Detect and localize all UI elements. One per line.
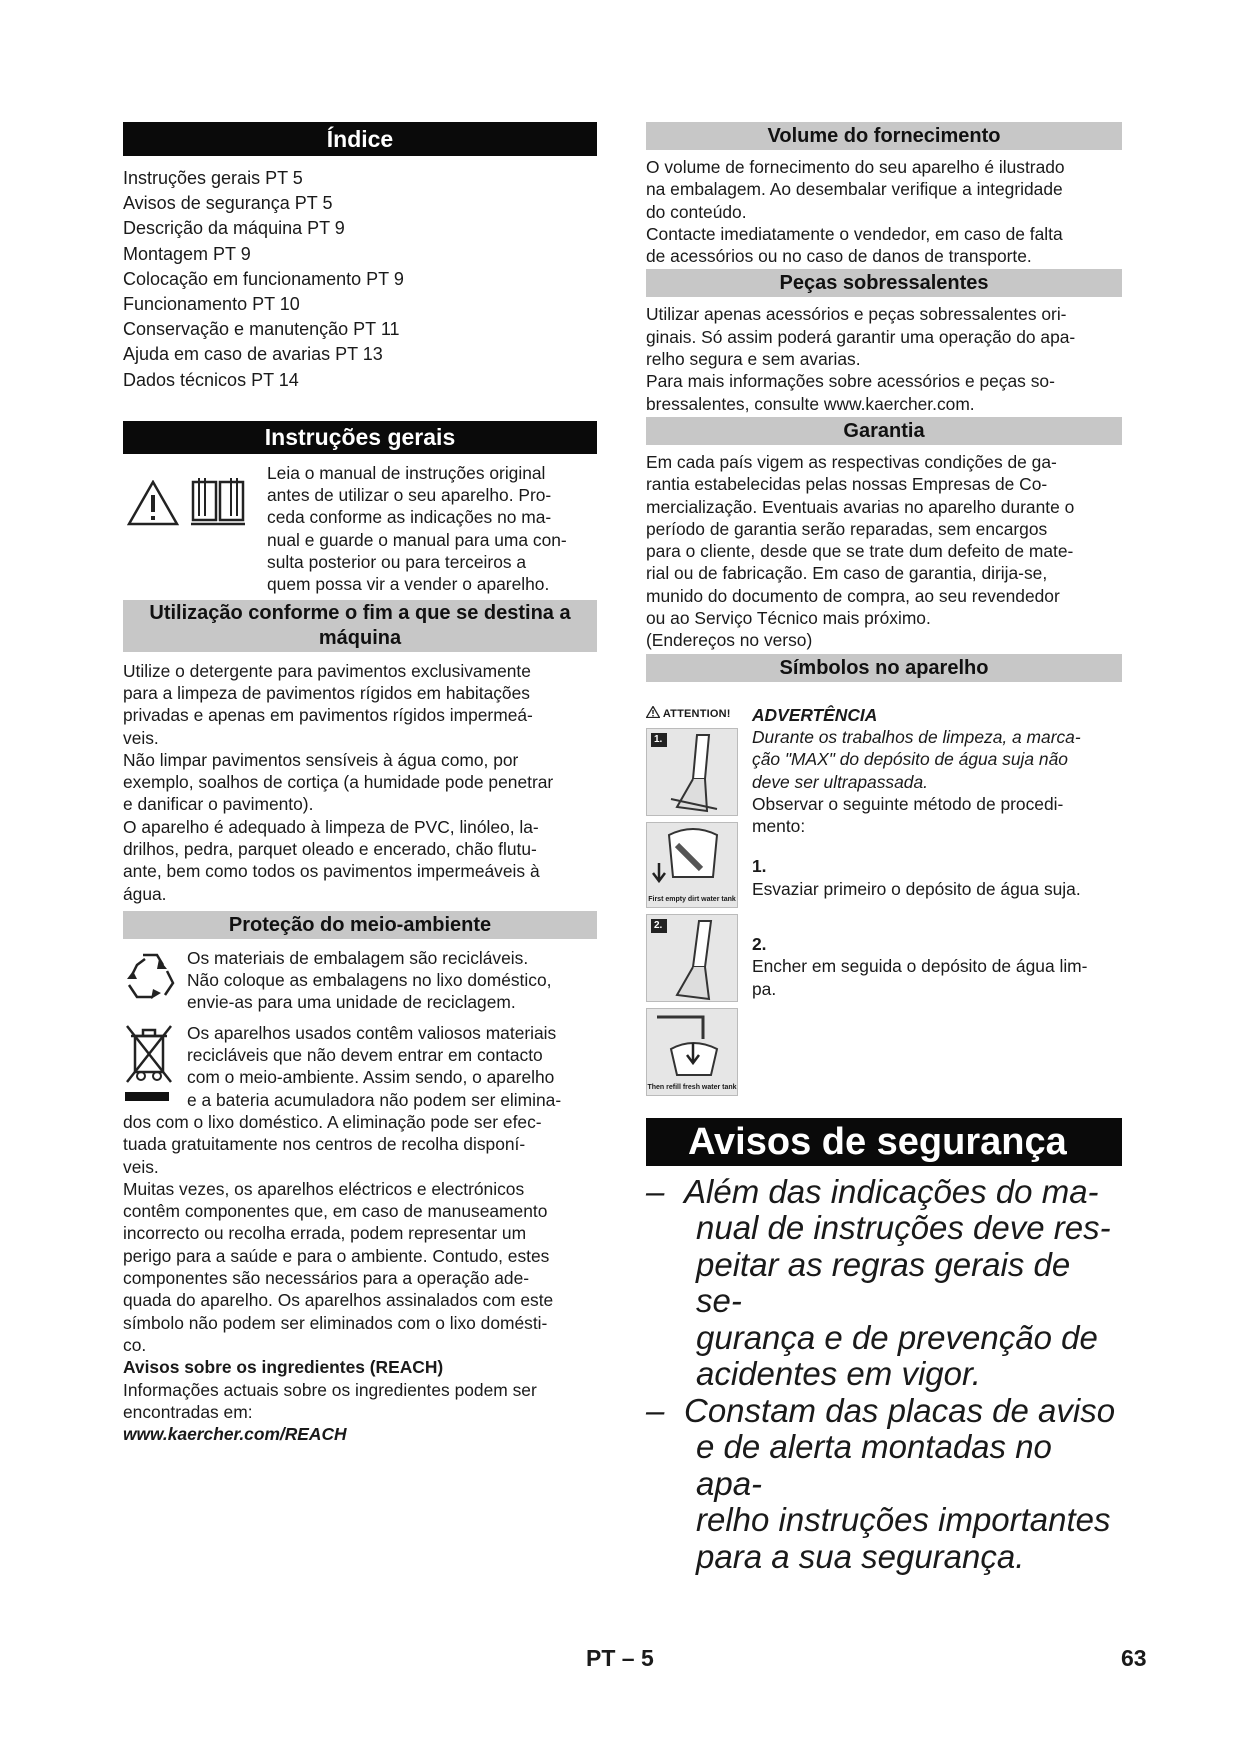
recycling-line: envie-as para uma unidade de reciclagem. bbox=[187, 992, 516, 1013]
disposal-line: componentes são necessários para a operação ade- bbox=[123, 1268, 530, 1289]
warranty-text bbox=[646, 451, 1122, 652]
spare-parts-heading: Peças sobressalentes bbox=[646, 269, 1122, 297]
general-instructions-line: Leia o manual de instruções original bbox=[267, 462, 546, 483]
warranty-line: para o cliente, desde que se trate dum defeito de mate- bbox=[646, 541, 1074, 562]
pictogram-empty-dirt-tank bbox=[646, 822, 738, 908]
warning-triangle-icon bbox=[127, 480, 179, 526]
warranty-line: Em cada país vigem as respectivas condições de ga- bbox=[646, 451, 1057, 472]
attention-label bbox=[646, 706, 742, 720]
reach-line: Informações actuais sobre os ingredientes podem ser bbox=[123, 1379, 537, 1400]
safety-item-line: gurança e de prevenção de bbox=[696, 1318, 1098, 1356]
safety-list bbox=[646, 1174, 1122, 1576]
warranty-line: mercialização. Eventuais avarias no aparelho durante o bbox=[646, 496, 1075, 517]
table-of-contents bbox=[123, 166, 597, 393]
list-dash: – bbox=[646, 1172, 665, 1210]
page-section-label: PT – 5 bbox=[586, 1645, 654, 1671]
delivery-text bbox=[646, 156, 1122, 267]
disposal-line: quada do aparelho. Os aparelhos assinalados com este bbox=[123, 1290, 554, 1311]
weee-line: recicláveis que não devem entrar em contacto bbox=[187, 1045, 543, 1066]
warning-line: mento: bbox=[752, 816, 806, 837]
step-2-text: Encher em seguida o depósito de água lim- bbox=[752, 956, 1088, 977]
intended-use-heading-line2: máquina bbox=[318, 626, 402, 649]
toc-item[interactable]: Ajuda em caso de avarias PT 13 bbox=[123, 344, 383, 365]
intended-use-line: água. bbox=[123, 883, 167, 904]
recycling-line: Não coloque as embalagens no lixo doméstico, bbox=[187, 970, 552, 991]
toc-item[interactable]: Colocação em funcionamento PT 9 bbox=[123, 268, 404, 289]
spare-parts-text bbox=[646, 303, 1122, 414]
toc-item[interactable]: Conservação e manutenção PT 11 bbox=[123, 319, 400, 340]
left-column bbox=[123, 122, 597, 1445]
warranty-line: ou ao Serviço Técnico mais próximo. bbox=[646, 608, 931, 629]
attention-text: ATTENTION! bbox=[662, 707, 731, 720]
delivery-line: na embalagem. Ao desembalar verifique a integridade bbox=[646, 179, 1063, 200]
intended-use-line: veis. bbox=[123, 727, 159, 748]
warranty-heading: Garantia bbox=[646, 417, 1122, 445]
toc-item[interactable]: Instruções gerais PT 5 bbox=[123, 168, 303, 188]
delivery-line: Contacte imediatamente o vendedor, em caso de falta bbox=[646, 223, 1063, 244]
intended-use-line: privadas e apenas em pavimentos rígidos impermeá- bbox=[123, 705, 533, 726]
safety-item bbox=[646, 1393, 1122, 1576]
crossed-bin-icon bbox=[123, 1022, 175, 1106]
weee-line: Os aparelhos usados contêm valiosos materiais bbox=[187, 1022, 557, 1043]
warning-italic-line: ção "MAX" do depósito de água suja não bbox=[752, 749, 1068, 770]
safety-item-line: acidentes em vigor. bbox=[696, 1355, 981, 1393]
empty-tank-icon bbox=[647, 823, 739, 891]
disposal-line: Muitas vezes, os aparelhos eléctricos e electrónicos bbox=[123, 1178, 525, 1199]
safety-item-line: relho instruções importantes bbox=[696, 1501, 1111, 1539]
intended-use-heading-line1: Utilização conforme o fim a que se destina a bbox=[149, 601, 571, 624]
pictogram-badge-1: 1. bbox=[654, 733, 663, 745]
intended-use-line: Utilize o detergente para pavimentos exclusivamente bbox=[123, 660, 531, 681]
disposal-text bbox=[123, 1111, 597, 1445]
general-instructions-block bbox=[123, 462, 597, 596]
safety-item bbox=[646, 1174, 1122, 1393]
pictogram-caption-1: First empty dirt water tank bbox=[648, 895, 736, 903]
step-2-number: 2. bbox=[752, 934, 767, 955]
warranty-line: rantia estabelecidas pelas nossas Empresas de Co- bbox=[646, 474, 1048, 495]
disposal-line: co. bbox=[123, 1334, 147, 1355]
warranty-line: (Endereços no verso) bbox=[646, 630, 813, 651]
toc-item[interactable]: Avisos de segurança PT 5 bbox=[123, 193, 333, 214]
spare-parts-line: relho segura e sem avarias. bbox=[646, 349, 861, 370]
recycling-line: Os materiais de embalagem são recicláveis. bbox=[187, 947, 529, 968]
right-column bbox=[646, 122, 1122, 1575]
general-instructions-line: nual e guarde o manual para uma con- bbox=[267, 529, 567, 550]
warning-heading: ADVERTÊNCIA bbox=[752, 704, 878, 725]
step-1-number: 1. bbox=[752, 856, 767, 877]
pictogram-fresh-water-tank bbox=[646, 914, 738, 1002]
symbols-block bbox=[646, 704, 1122, 1106]
refill-tank-icon bbox=[647, 1009, 739, 1079]
list-dash: – bbox=[646, 1391, 665, 1429]
toc-item[interactable]: Montagem PT 9 bbox=[123, 243, 251, 264]
warning-line: Observar o seguinte método de procedi- bbox=[752, 793, 1064, 814]
intended-use-heading bbox=[123, 600, 597, 652]
delivery-line: O volume de fornecimento do seu aparelho é ilustrado bbox=[646, 157, 1065, 177]
warranty-line: período de garantia serão reparadas, sem encargos bbox=[646, 518, 1048, 539]
weee-line: e a bateria acumuladora não podem ser elimina- bbox=[187, 1089, 562, 1110]
spare-parts-line: bressalentes, consulte www.kaercher.com. bbox=[646, 393, 975, 414]
general-instructions-line: sulta posterior ou para terceiros a bbox=[267, 552, 527, 573]
safety-item-line: Além das indicações do ma- bbox=[684, 1172, 1099, 1210]
spare-parts-line: ginais. Só assim poderá garantir uma operação do apa- bbox=[646, 326, 1076, 347]
pictogram-refill-tank bbox=[646, 1008, 738, 1096]
index-heading: Índice bbox=[123, 122, 597, 156]
safety-heading: Avisos de segurança bbox=[646, 1118, 1122, 1166]
safety-item-line: Constam das placas de aviso bbox=[684, 1391, 1116, 1429]
delivery-line: do conteúdo. bbox=[646, 201, 747, 222]
environment-heading: Proteção do meio-ambiente bbox=[123, 911, 597, 939]
reach-link[interactable]: www.kaercher.com/REACH bbox=[123, 1424, 347, 1445]
safety-item-line: para a sua segurança. bbox=[696, 1537, 1025, 1575]
intended-use-line: ante, bem como todos os pavimentos impermeáveis à bbox=[123, 861, 540, 882]
toc-item[interactable]: Funcionamento PT 10 bbox=[123, 294, 300, 315]
general-instructions-heading: Instruções gerais bbox=[123, 421, 597, 454]
safety-item-line: nual de instruções deve res- bbox=[696, 1209, 1111, 1247]
toc-item[interactable]: Descrição da máquina PT 9 bbox=[123, 218, 345, 239]
intended-use-line: e danificar o pavimento). bbox=[123, 794, 314, 815]
recycling-icon bbox=[123, 949, 177, 1003]
spare-parts-line: Para mais informações sobre acessórios e peças so- bbox=[646, 371, 1055, 392]
safety-item-line: peitar as regras gerais de se- bbox=[696, 1245, 1071, 1320]
intended-use-line: drilhos, pedra, parquet oleado e encerado, chão flutu- bbox=[123, 838, 537, 859]
intended-use-line: para a limpeza de pavimentos rígidos em habitações bbox=[123, 682, 530, 703]
reach-line: encontradas em: bbox=[123, 1401, 253, 1422]
disposal-line: incorrecto ou recolha errada, podem representar um bbox=[123, 1223, 527, 1244]
intended-use-text bbox=[123, 660, 597, 905]
intended-use-line: exemplo, soalhos de cortiça (a humidade pode penetrar bbox=[123, 772, 554, 793]
warranty-line: munido do documento de compra, ao seu revendedor bbox=[646, 585, 1060, 606]
weee-block bbox=[123, 1022, 597, 1111]
pictogram-dirt-water-max bbox=[646, 728, 738, 816]
pictogram-badge-2: 2. bbox=[654, 919, 663, 931]
disposal-line: veis. bbox=[123, 1156, 159, 1177]
page-number: 63 bbox=[1121, 1645, 1147, 1671]
disposal-line: dos com o lixo doméstico. A eliminação pode ser efec- bbox=[123, 1111, 542, 1132]
delivery-heading: Volume do fornecimento bbox=[646, 122, 1122, 150]
symbols-heading: Símbolos no aparelho bbox=[646, 654, 1122, 682]
toc-item[interactable]: Dados técnicos PT 14 bbox=[123, 369, 299, 390]
manual-book-icon bbox=[189, 476, 247, 526]
attention-triangle-icon bbox=[646, 706, 660, 718]
step-1-text: Esvaziar primeiro o depósito de água suja. bbox=[752, 878, 1081, 899]
weee-line: com o meio-ambiente. Assim sendo, o aparelho bbox=[187, 1067, 555, 1088]
intended-use-line: O aparelho é adequado à limpeza de PVC, linóleo, la- bbox=[123, 816, 539, 837]
recycling-block bbox=[123, 947, 597, 1014]
pictogram-caption-2: Then refill fresh water tank bbox=[647, 1083, 737, 1091]
disposal-line: tuada gratuitamente nos centros de recolha disponí- bbox=[123, 1134, 526, 1155]
spare-parts-line: Utilizar apenas acessórios e peças sobressalentes ori- bbox=[646, 304, 1067, 325]
step-2-text: pa. bbox=[752, 978, 777, 999]
warning-italic-line: deve ser ultrapassada. bbox=[752, 771, 928, 792]
general-instructions-line: antes de utilizar o seu aparelho. Pro- bbox=[267, 485, 552, 506]
disposal-line: símbolo não podem ser eliminados com o lixo domésti- bbox=[123, 1312, 548, 1333]
warranty-line: rial ou de fabricação. Em caso de garantia, dirija-se, bbox=[646, 563, 1048, 584]
safety-item-line: e de alerta montadas no apa- bbox=[696, 1428, 1052, 1502]
reach-heading: Avisos sobre os ingredientes (REACH) bbox=[123, 1357, 444, 1378]
disposal-line: perigo para a saúde e para o ambiente. Contudo, estes bbox=[123, 1245, 550, 1266]
warning-italic-line: Durante os trabalhos de limpeza, a marca- bbox=[752, 726, 1081, 747]
general-instructions-line: quem possa vir a vender o aparelho. bbox=[267, 574, 550, 595]
disposal-line: contêm componentes que, em caso de manuseamento bbox=[123, 1201, 548, 1222]
delivery-line: de acessórios ou no caso de danos de transporte. bbox=[646, 246, 1032, 267]
general-instructions-line: ceda conforme as indicações no ma- bbox=[267, 507, 552, 528]
intended-use-line: Não limpar pavimentos sensíveis à água como, por bbox=[123, 749, 519, 770]
